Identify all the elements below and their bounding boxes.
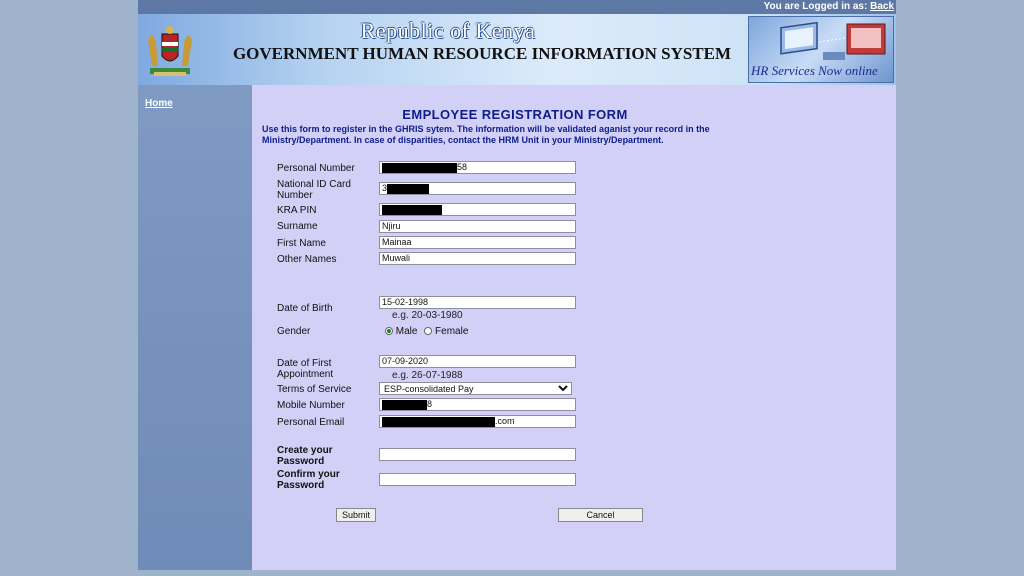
other-names-input[interactable]: Muwali	[379, 252, 576, 265]
dob-hint: e.g. 20-03-1980	[392, 310, 463, 321]
national-id-input[interactable]	[379, 182, 576, 195]
hr-services-panel	[748, 16, 894, 83]
terms-of-service-label: Terms of Service	[277, 384, 352, 395]
form-intro-text: Use this form to register in the GHRIS sytem. The information will be validated aganist your record in the Ministry/Department. In case of disparities, contact the HRM Unit in your Ministry/Department.	[262, 124, 710, 145]
mobile-suffix: 8	[427, 399, 433, 409]
form-title: EMPLOYEE REGISTRATION FORM	[402, 107, 628, 122]
mobile-number-input[interactable]	[379, 398, 576, 411]
cancel-button[interactable]: Cancel	[558, 508, 643, 522]
banner-title: Republic of Kenya	[360, 18, 536, 43]
banner-subtitle: GOVERNMENT HUMAN RESOURCE INFORMATION SYSTEM	[232, 44, 732, 63]
redacted-block	[387, 184, 429, 194]
kra-pin-label: KRA PIN	[277, 205, 317, 216]
terms-of-service-select[interactable]	[379, 382, 572, 395]
redacted-block	[382, 417, 495, 427]
header-banner	[138, 14, 896, 85]
gender-radio-group	[385, 326, 468, 337]
national-id-label: National ID Card Number	[277, 179, 351, 201]
surname-input[interactable]: Njiru	[379, 220, 576, 233]
gender-male-radio[interactable]	[385, 327, 393, 335]
logged-in-text: You are Logged in as:	[763, 1, 868, 12]
top-status-bar	[138, 0, 896, 14]
national-id-prefix: 3	[382, 183, 388, 193]
redacted-block	[382, 163, 457, 173]
first-appointment-label: Date of First Appointment	[277, 358, 334, 380]
create-password-label: Create your Password	[277, 445, 333, 467]
kra-pin-input[interactable]	[379, 203, 576, 216]
mobile-number-label: Mobile Number	[277, 400, 345, 411]
page-frame	[138, 0, 896, 570]
sidebar	[138, 85, 252, 570]
surname-label: Surname	[277, 221, 318, 232]
gender-male-label: Male	[395, 326, 418, 337]
first-appointment-hint: e.g. 26-07-1988	[392, 370, 463, 381]
first-name-label: First Name	[277, 238, 326, 249]
sidebar-home-link[interactable]: Home	[145, 98, 173, 109]
personal-email-label: Personal Email	[277, 417, 345, 428]
redacted-block	[382, 205, 442, 215]
first-name-input[interactable]: Mainaa	[379, 236, 576, 249]
email-suffix: .com	[495, 416, 515, 426]
dob-label: Date of Birth	[277, 303, 333, 314]
other-names-label: Other Names	[277, 254, 337, 265]
gender-label: Gender	[277, 326, 311, 337]
first-appointment-input[interactable]: 07-09-2020	[379, 355, 576, 368]
gender-female-radio[interactable]	[424, 327, 432, 335]
dob-input[interactable]: 15-02-1998	[379, 296, 576, 309]
submit-button[interactable]: Submit	[336, 508, 376, 522]
confirm-password-input[interactable]	[379, 473, 576, 486]
personal-number-suffix: 58	[457, 162, 468, 172]
personal-number-label: Personal Number	[277, 163, 355, 174]
create-password-input[interactable]	[379, 448, 576, 461]
confirm-password-label: Confirm your Password	[277, 469, 340, 491]
hr-services-tagline: HR Services Now online	[751, 63, 878, 78]
registration-form	[252, 85, 896, 570]
redacted-block	[382, 400, 427, 410]
personal-email-input[interactable]	[379, 415, 576, 428]
personal-number-input[interactable]	[379, 161, 576, 174]
gender-female-label: Female	[435, 326, 469, 337]
computer-icon	[779, 22, 889, 67]
back-link[interactable]: Back	[870, 1, 894, 12]
